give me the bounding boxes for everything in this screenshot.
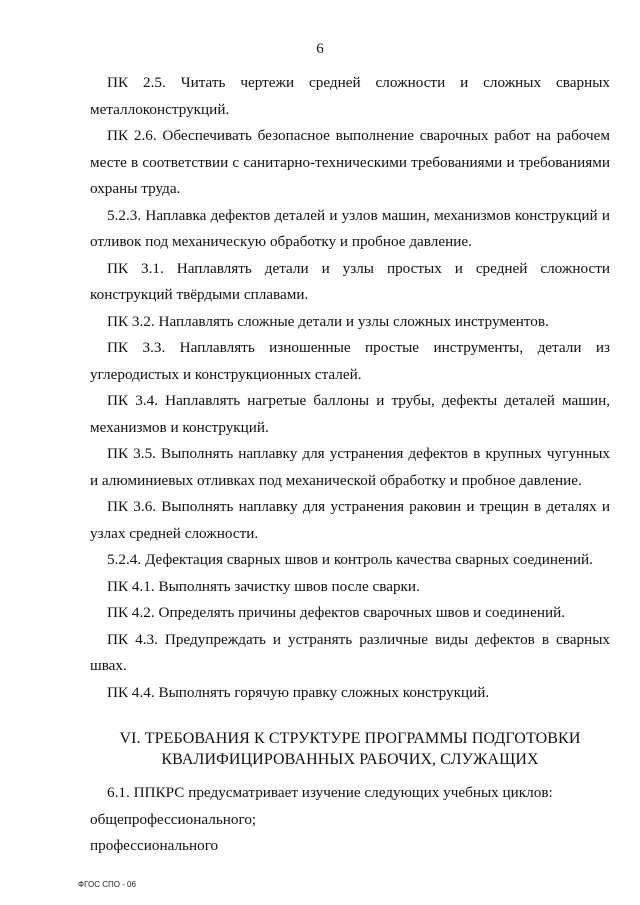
paragraph-pk-3-5: ПК 3.5. Выполнять наплавку для устранения дефектов в крупных чугунных и алюминиевых отливках под механической обработку и пробное давление. bbox=[90, 445, 610, 489]
paragraph-pk-4-3: ПК 4.3. Предупреждать и устранять различные виды дефектов в сварных швах. bbox=[90, 630, 610, 674]
paragraph-pk-4-2: ПК 4.2. Определять причины дефектов сварочных швов и соединений. bbox=[107, 604, 566, 621]
paragraph-pk-2-6: ПК 2.6. Обеспечивать безопасное выполнение сварочных работ на рабочем месте в соответствии с санитарно-техническими требованиями и требованиями охраны труда. bbox=[90, 127, 610, 197]
paragraph-pk-3-3: ПК 3.3. Наплавлять изношенные простые инструменты, детали из углеродистых и конструкционных сталей. bbox=[90, 339, 610, 383]
cycle-item: общепрофессионального; bbox=[90, 810, 257, 828]
paragraph-5-2-4: 5.2.4. Дефектация сварных швов и контроль качества сварных соединений. bbox=[107, 551, 593, 568]
section-intro: 6.1. ППКРС предусматривает изучение следующих учебных циклов: bbox=[107, 784, 553, 801]
paragraph-pk-4-1: ПК 4.1. Выполнять зачистку швов после сварки. bbox=[107, 577, 420, 595]
document-body bbox=[90, 70, 610, 860]
section-heading bbox=[90, 728, 610, 770]
paragraph-pk-3-1: ПК 3.1. Наплавлять детали и узлы простых и средней сложности конструкций твёрдыми сплавами. bbox=[90, 259, 610, 303]
page-number: 6 bbox=[316, 41, 324, 57]
paragraph-5-2-3: 5.2.3. Наплавка дефектов деталей и узлов машин, механизмов конструкций и отливок под механическую обработку и пробное давление. bbox=[90, 206, 610, 250]
footer-document-code: ФГОС СПО - 06 bbox=[78, 880, 136, 889]
cycle-item: профессионального bbox=[90, 837, 219, 854]
section-heading-line1: VI. ТРЕБОВАНИЯ К СТРУКТУРЕ ПРОГРАММЫ ПОДГОТОВКИ bbox=[119, 730, 581, 747]
paragraph-pk-2-5: ПК 2.5. Читать чертежи средней сложности и сложных сварных металлоконструкций. bbox=[90, 74, 610, 118]
paragraph-pk-3-4: ПК 3.4. Наплавлять нагретые баллоны и трубы, дефекты деталей машин, механизмов и конструкций. bbox=[90, 392, 610, 436]
paragraph-pk-4-4: ПК 4.4. Выполнять горячую правку сложных конструкций. bbox=[107, 683, 490, 701]
paragraph-pk-3-2: ПК 3.2. Наплавлять сложные детали и узлы сложных инструментов. bbox=[107, 312, 549, 330]
section-heading-line2: КВАЛИФИЦИРОВАННЫХ РАБОЧИХ, СЛУЖАЩИХ bbox=[161, 751, 539, 768]
paragraph-pk-3-6: ПК 3.6. Выполнять наплавку для устранения раковин и трещин в деталях и узлах средней сложности. bbox=[90, 498, 610, 542]
